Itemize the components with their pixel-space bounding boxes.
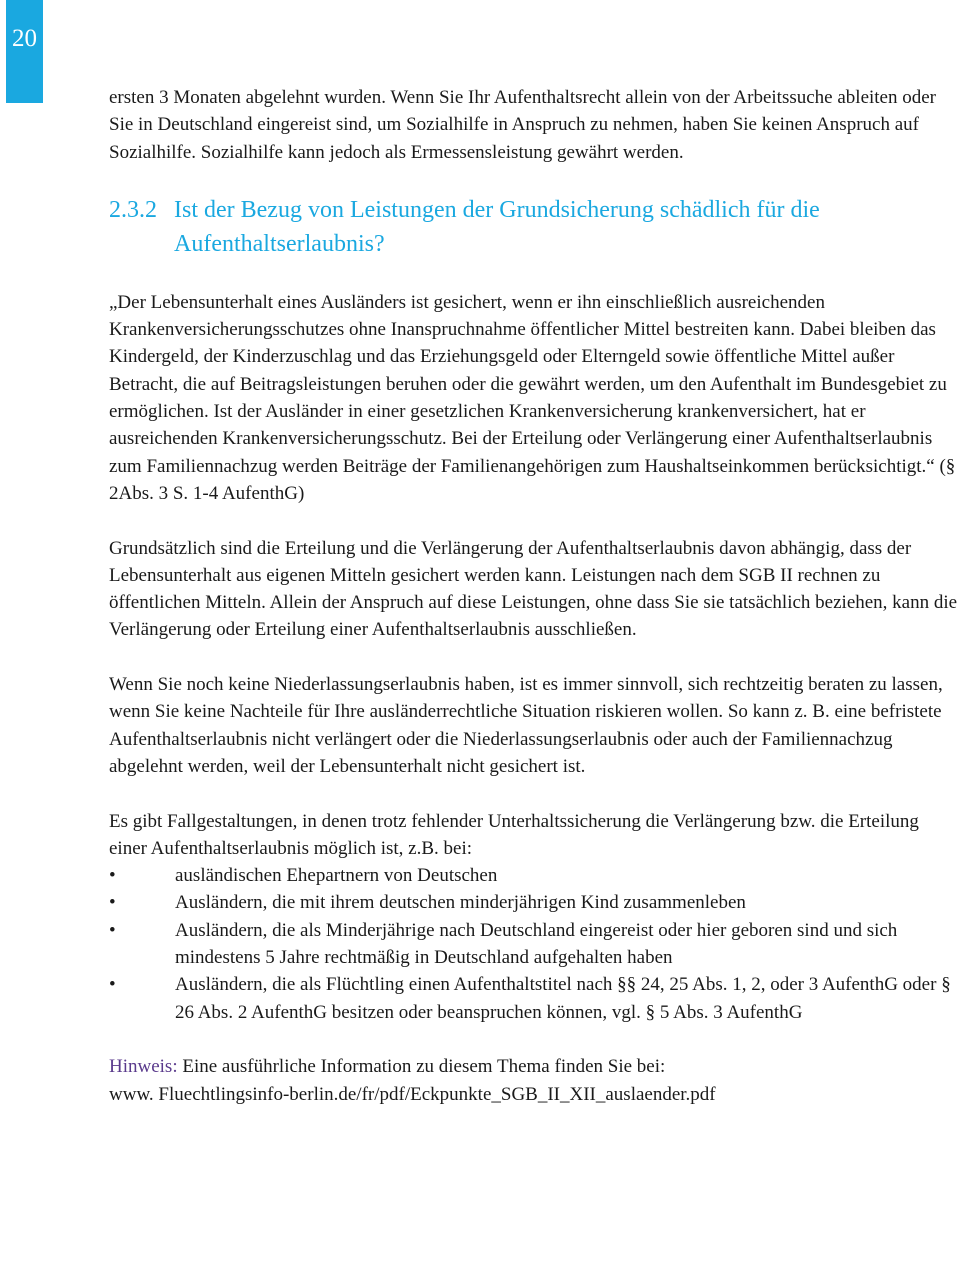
bullet-icon: • [109, 974, 116, 996]
exceptions-list [109, 862, 960, 1026]
section-title: Ist der Bezug von Leistungen der Grundsicherung schädlich für die Aufenthaltserlaubnis? [174, 196, 820, 257]
hint-label: Hinweis: [109, 1056, 178, 1078]
paragraph-principle: Grundsätzlich sind die Erteilung und die Verlängerung der Aufenthaltserlaubnis davon abhängig, dass der Lebensunterhalt aus eigenen Mitteln gesichert werden kann. Leistungen nach dem SGB II rechnen zu öffentlichen Mitteln. Allein der Anspruch auf diese Leistungen, ohne dass Sie sie tatsächlich beziehen, kann die Verlängerung oder Erteilung einer Aufenthaltserlaubnis ausschließen. [109, 537, 958, 641]
bullet-icon: • [109, 919, 116, 941]
list-item-text: ausländischen Ehepartnern von Deutschen [175, 865, 498, 887]
document-body [109, 84, 960, 1108]
hint-url[interactable]: www. Fluechtlingsinfo-berlin.de/fr/pdf/Eckpunkte_SGB_II_XII_auslaender.pdf [109, 1083, 716, 1105]
paragraph-exceptions: Es gibt Fallgestaltungen, in denen trotz fehlender Unterhaltssicherung die Verlängerung bzw. die Erteilung einer Aufenthaltserlaubnis möglich ist, z.B. bei: [109, 810, 919, 859]
list-item [109, 862, 960, 889]
list-item-text: Ausländern, die mit ihrem deutschen minderjährigen Kind zusammenleben [175, 892, 746, 914]
list-item [109, 889, 960, 916]
section-number: 2.3.2 [109, 196, 157, 223]
list-item-text: Ausländern, die als Flüchtling einen Aufenthaltstitel nach §§ 24, 25 Abs. 1, 2, oder 3 AufenthG oder § 26 Abs. 2 AufenthG besitzen oder beanspruchen können, vgl. § 5 Abs. 3 AufenthG [175, 974, 951, 1023]
intro-paragraph: ersten 3 Monaten abgelehnt wurden. Wenn Sie Ihr Aufenthaltsrecht allein von der Arbeitssuche ableiten oder Sie in Deutschland eingereist sind, um Sozialhilfe in Anspruch zu nehmen, haben Sie keinen Anspruch auf Sozialhilfe. Sozialhilfe kann jedoch als Ermessensleistung gewährt werden. [109, 87, 937, 163]
bullet-icon: • [109, 892, 116, 914]
section-heading [109, 193, 960, 261]
bullet-icon: • [109, 865, 116, 887]
quote-paragraph: „Der Lebensunterhalt eines Ausländers ist gesichert, wenn er ihn einschließlich ausreichenden Krankenversicherungsschutzes ohne Inanspruchnahme öffentlicher Mittel bestreiten kann. Dabei bleiben das Kindergeld, der Kinderzuschlag und das Erziehungsgeld oder Elterngeld sowie öffentliche Mittel außer Betracht, die auf Beitragsleistungen beruhen oder die gewährt werden, um den Aufenthalt im Bundesgebiet zu ermöglichen. Ist der Ausländer in einer gesetzlichen Krankenversicherung krankenversichert, hat er ausreichenden Krankenversicherungsschutz. Bei der Erteilung oder Verlängerung einer Aufenthaltserlaubnis zum Familiennachzug werden Beiträge der Familienangehörigen zum Haushaltseinkommen berücksichtigt.“ (§ 2Abs. 3 S. 1-4 AufenthG) [109, 291, 956, 504]
list-item [109, 971, 960, 1026]
hint-text: Eine ausführliche Information zu diesem Thema finden Sie bei: [182, 1056, 666, 1078]
paragraph-advice: Wenn Sie noch keine Niederlassungserlaubnis haben, ist es immer sinnvoll, sich rechtzeitig beraten zu lassen, wenn Sie keine Nachteile für Ihre ausländerrechtliche Situation riskieren wollen. So kann z. B. eine befristete Aufenthaltserlaubnis nicht verlängert oder die Niederlassungserlaubnis oder auch der Familiennachzug abgelehnt werden, weil der Lebensunterhalt nicht gesichert ist. [109, 674, 943, 777]
list-item-text: Ausländern, die als Minderjährige nach Deutschland eingereist oder hier geboren sind und sich mindestens 5 Jahre rechtmäßig in Deutschland aufgehalten haben [175, 919, 898, 969]
list-item [109, 917, 960, 972]
hint-block [109, 1053, 960, 1108]
page-number-badge: 20 [6, 0, 43, 103]
